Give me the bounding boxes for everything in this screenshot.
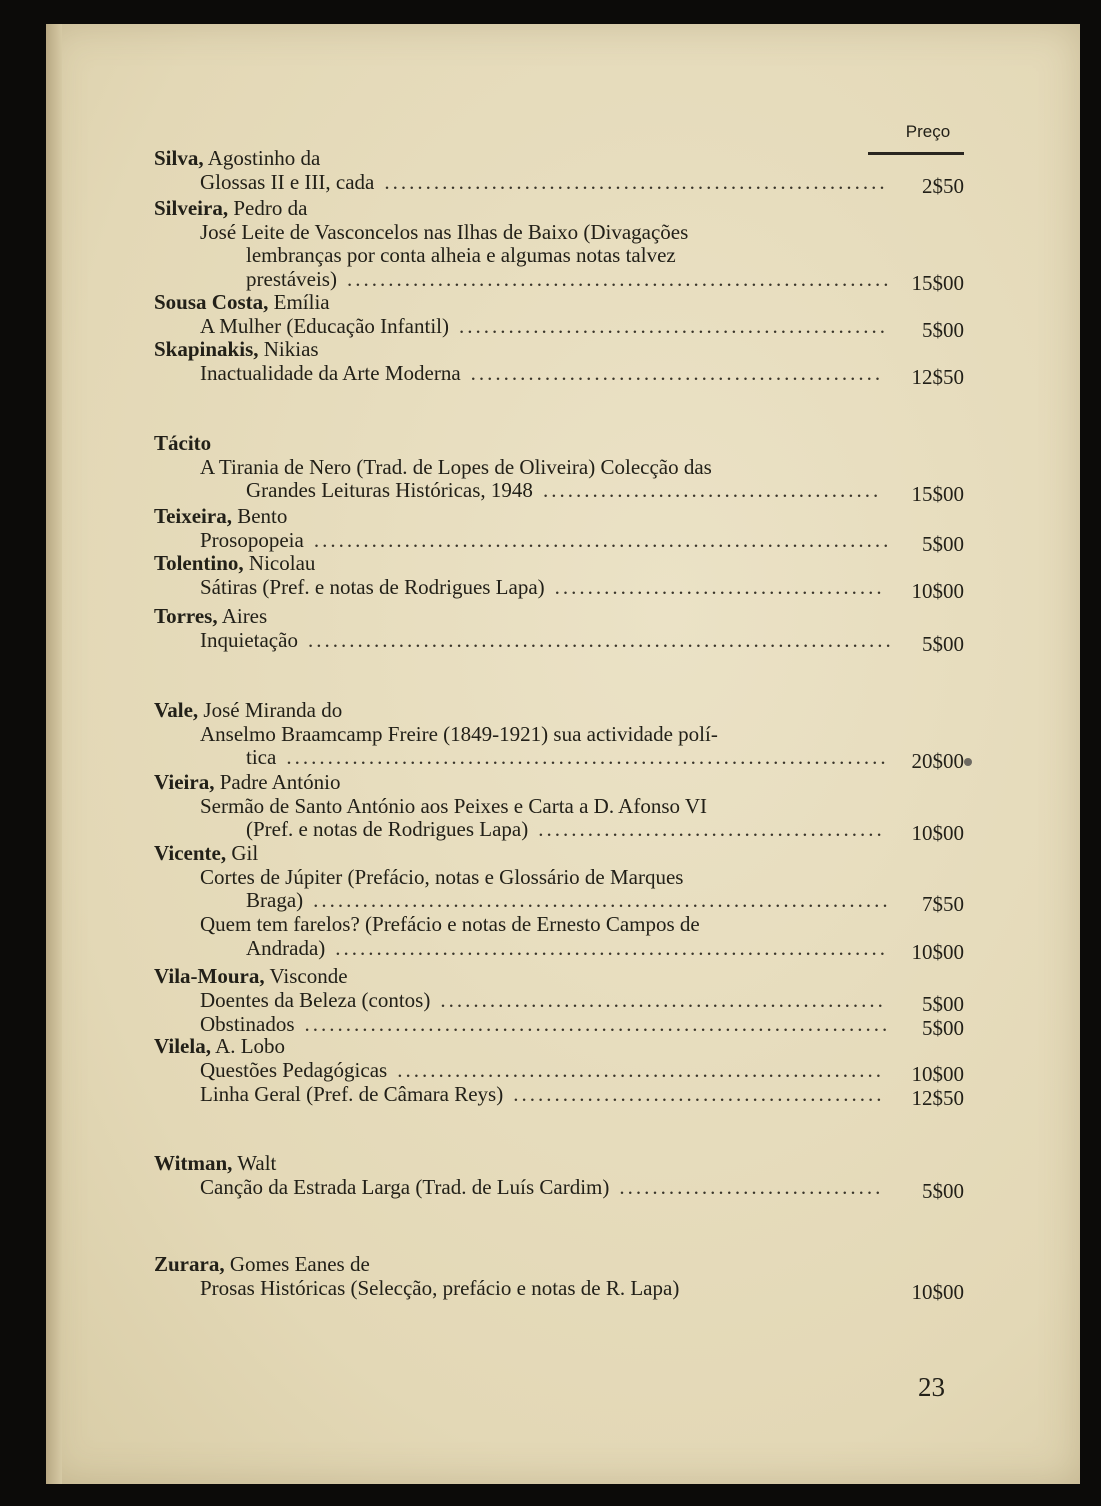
dot-leader: ..................................................	[470, 360, 884, 385]
author-surname: Silva,	[154, 146, 204, 170]
work-title: Anselmo Braamcamp Freire (1849-1921) sua actividade polí-	[200, 721, 718, 746]
author-given-name: Agostinho da	[207, 146, 321, 170]
work-title: Obstinados	[200, 1011, 295, 1036]
author-given-name: Nicolau	[248, 551, 316, 575]
author-surname: Zurara,	[154, 1252, 225, 1276]
dot-leader: .......................................................................	[304, 1011, 891, 1036]
work-title: Glossas II e III, cada	[200, 169, 375, 194]
work-title-continued: Andrada)	[246, 935, 326, 960]
work-title-continued: prestáveis)	[246, 266, 337, 291]
work-price: 10$00	[911, 1279, 964, 1304]
work-price: 5$00	[922, 631, 964, 656]
work-title: Sermão de Santo António aos Peixes e Carta a D. Afonso VI	[200, 793, 708, 818]
author-entry	[154, 1252, 370, 1276]
dot-leader: ........................................	[554, 574, 885, 599]
author-entry	[154, 290, 330, 314]
work-title-continued: (Pref. e notas de Rodrigues Lapa)	[246, 817, 529, 841]
author-given-name: Walt	[237, 1151, 277, 1175]
work-price: 10$00	[911, 1061, 964, 1086]
author-entry	[154, 504, 287, 528]
catalog-content	[46, 24, 1080, 1484]
work-title: Questões Pedagógicas	[200, 1057, 388, 1082]
work-title-continued: tica	[246, 745, 277, 769]
catalog-page	[46, 24, 1080, 1484]
work-price: 20$00	[911, 749, 964, 773]
author-given-name: A. Lobo	[215, 1034, 286, 1058]
dot-leader: .............................................................	[384, 169, 888, 194]
author-surname: Vilela,	[154, 1034, 211, 1058]
author-entry	[154, 337, 319, 361]
author-entry	[154, 841, 258, 865]
author-given-name: Gil	[231, 841, 259, 865]
paper-blemish	[964, 758, 972, 766]
author-surname: Silveira,	[154, 196, 229, 220]
author-surname: Vieira,	[154, 770, 215, 794]
author-surname: Tácito	[154, 431, 212, 455]
work-title: Prosas Históricas (Selecção, prefácio e notas de R. Lapa)	[200, 1275, 680, 1300]
author-entry	[154, 698, 342, 722]
work-title: Sátiras (Pref. e notas de Rodrigues Lapa)	[200, 574, 545, 599]
price-column-rule	[868, 152, 964, 155]
price-column-header: Preço	[905, 122, 951, 141]
dot-leader: ...........................................................	[397, 1057, 884, 1082]
work-price: 10$00	[911, 821, 964, 845]
work-title: Linha Geral (Pref. de Câmara Reys)	[200, 1081, 504, 1106]
work-title: Quem tem farelos? (Prefácio e notas de Ernesto Campos de	[200, 912, 700, 936]
work-price: 10$00	[911, 939, 964, 964]
work-price: 15$00	[911, 482, 964, 506]
work-price: 5$00	[922, 317, 964, 342]
work-title: Prosopopeia	[200, 527, 304, 552]
work-price: 10$00	[911, 578, 964, 603]
dot-leader: .........................................................................	[286, 745, 889, 769]
author-entry	[154, 551, 315, 575]
author-entry	[154, 964, 348, 988]
author-given-name: Visconde	[269, 964, 348, 988]
work-price: 5$00	[922, 531, 964, 556]
work-price: 7$50	[922, 892, 964, 916]
work-title: A Tirania de Nero (Trad. de Lopes de Oliveira) Colecção das	[200, 454, 712, 479]
author-surname: Skapinakis,	[154, 337, 259, 361]
dot-leader: ..........................................	[538, 817, 885, 841]
work-price: 12$50	[911, 364, 964, 389]
dot-leader: ...................................................................	[335, 935, 889, 960]
work-price: 5$00	[922, 991, 964, 1016]
author-surname: Torres,	[154, 604, 218, 628]
work-title: Inactualidade da Arte Moderna	[200, 360, 461, 385]
dot-leader: ......................................................................	[313, 888, 891, 912]
work-title: Canção da Estrada Larga (Trad. de Luís Cardim)	[200, 1174, 610, 1199]
author-entry	[154, 770, 340, 794]
dot-leader: ....................................................	[459, 313, 888, 338]
work-title-continued: lembranças por conta alheia e algumas notas talvez	[246, 243, 676, 267]
dot-leader: .............................................	[513, 1081, 885, 1106]
author-entry	[154, 1034, 285, 1058]
work-title: Inquietação	[200, 627, 298, 652]
dot-leader: .........................................	[542, 478, 882, 502]
work-price: 2$50	[922, 173, 964, 198]
dot-leader: ......................................................................	[313, 527, 892, 552]
work-title-continued: Grandes Leituras Históricas, 1948	[246, 478, 533, 502]
work-price: 12$50	[911, 1085, 964, 1110]
author-surname: Vila-Moura,	[154, 964, 265, 988]
page-number: 23	[918, 1372, 945, 1402]
author-entry	[154, 1151, 276, 1175]
dot-leader: ..................................................................	[346, 266, 892, 291]
author-given-name: Bento	[237, 504, 288, 528]
work-price: 5$00	[922, 1015, 964, 1040]
author-surname: Vale,	[154, 698, 199, 722]
work-title: Cortes de Júpiter (Prefácio, notas e Glossário de Marques	[200, 864, 684, 889]
author-surname: Tolentino,	[154, 551, 244, 575]
work-title: José Leite de Vasconcelos nas Ilhas de Baixo (Divagações	[200, 219, 689, 244]
dot-leader: ................................	[619, 1174, 884, 1199]
author-given-name: Padre António	[219, 770, 341, 794]
author-entry	[154, 146, 320, 170]
author-given-name: Gomes Eanes de	[229, 1252, 370, 1276]
work-title-continued: Braga)	[246, 888, 304, 912]
dot-leader: ......................................................	[440, 987, 886, 1012]
work-title: Doentes da Beleza (contos)	[200, 987, 431, 1012]
work-title: A Mulher (Educação Infantil)	[200, 313, 449, 338]
author-surname: Witman,	[154, 1151, 233, 1175]
author-given-name: Aires	[221, 604, 268, 628]
author-surname: Teixeira,	[154, 504, 232, 528]
author-entry	[154, 196, 307, 220]
author-surname: Sousa Costa,	[154, 290, 269, 314]
author-given-name: Pedro da	[233, 196, 308, 220]
work-price: 15$00	[911, 270, 964, 295]
author-given-name: Emília	[273, 290, 330, 314]
author-given-name: José Miranda do	[203, 698, 343, 722]
author-surname: Vicente,	[154, 841, 227, 865]
dot-leader: .......................................................................	[307, 627, 894, 652]
author-entry	[154, 604, 267, 628]
author-entry	[154, 431, 211, 455]
work-price: 5$00	[922, 1178, 964, 1203]
author-given-name: Nikias	[263, 337, 319, 361]
